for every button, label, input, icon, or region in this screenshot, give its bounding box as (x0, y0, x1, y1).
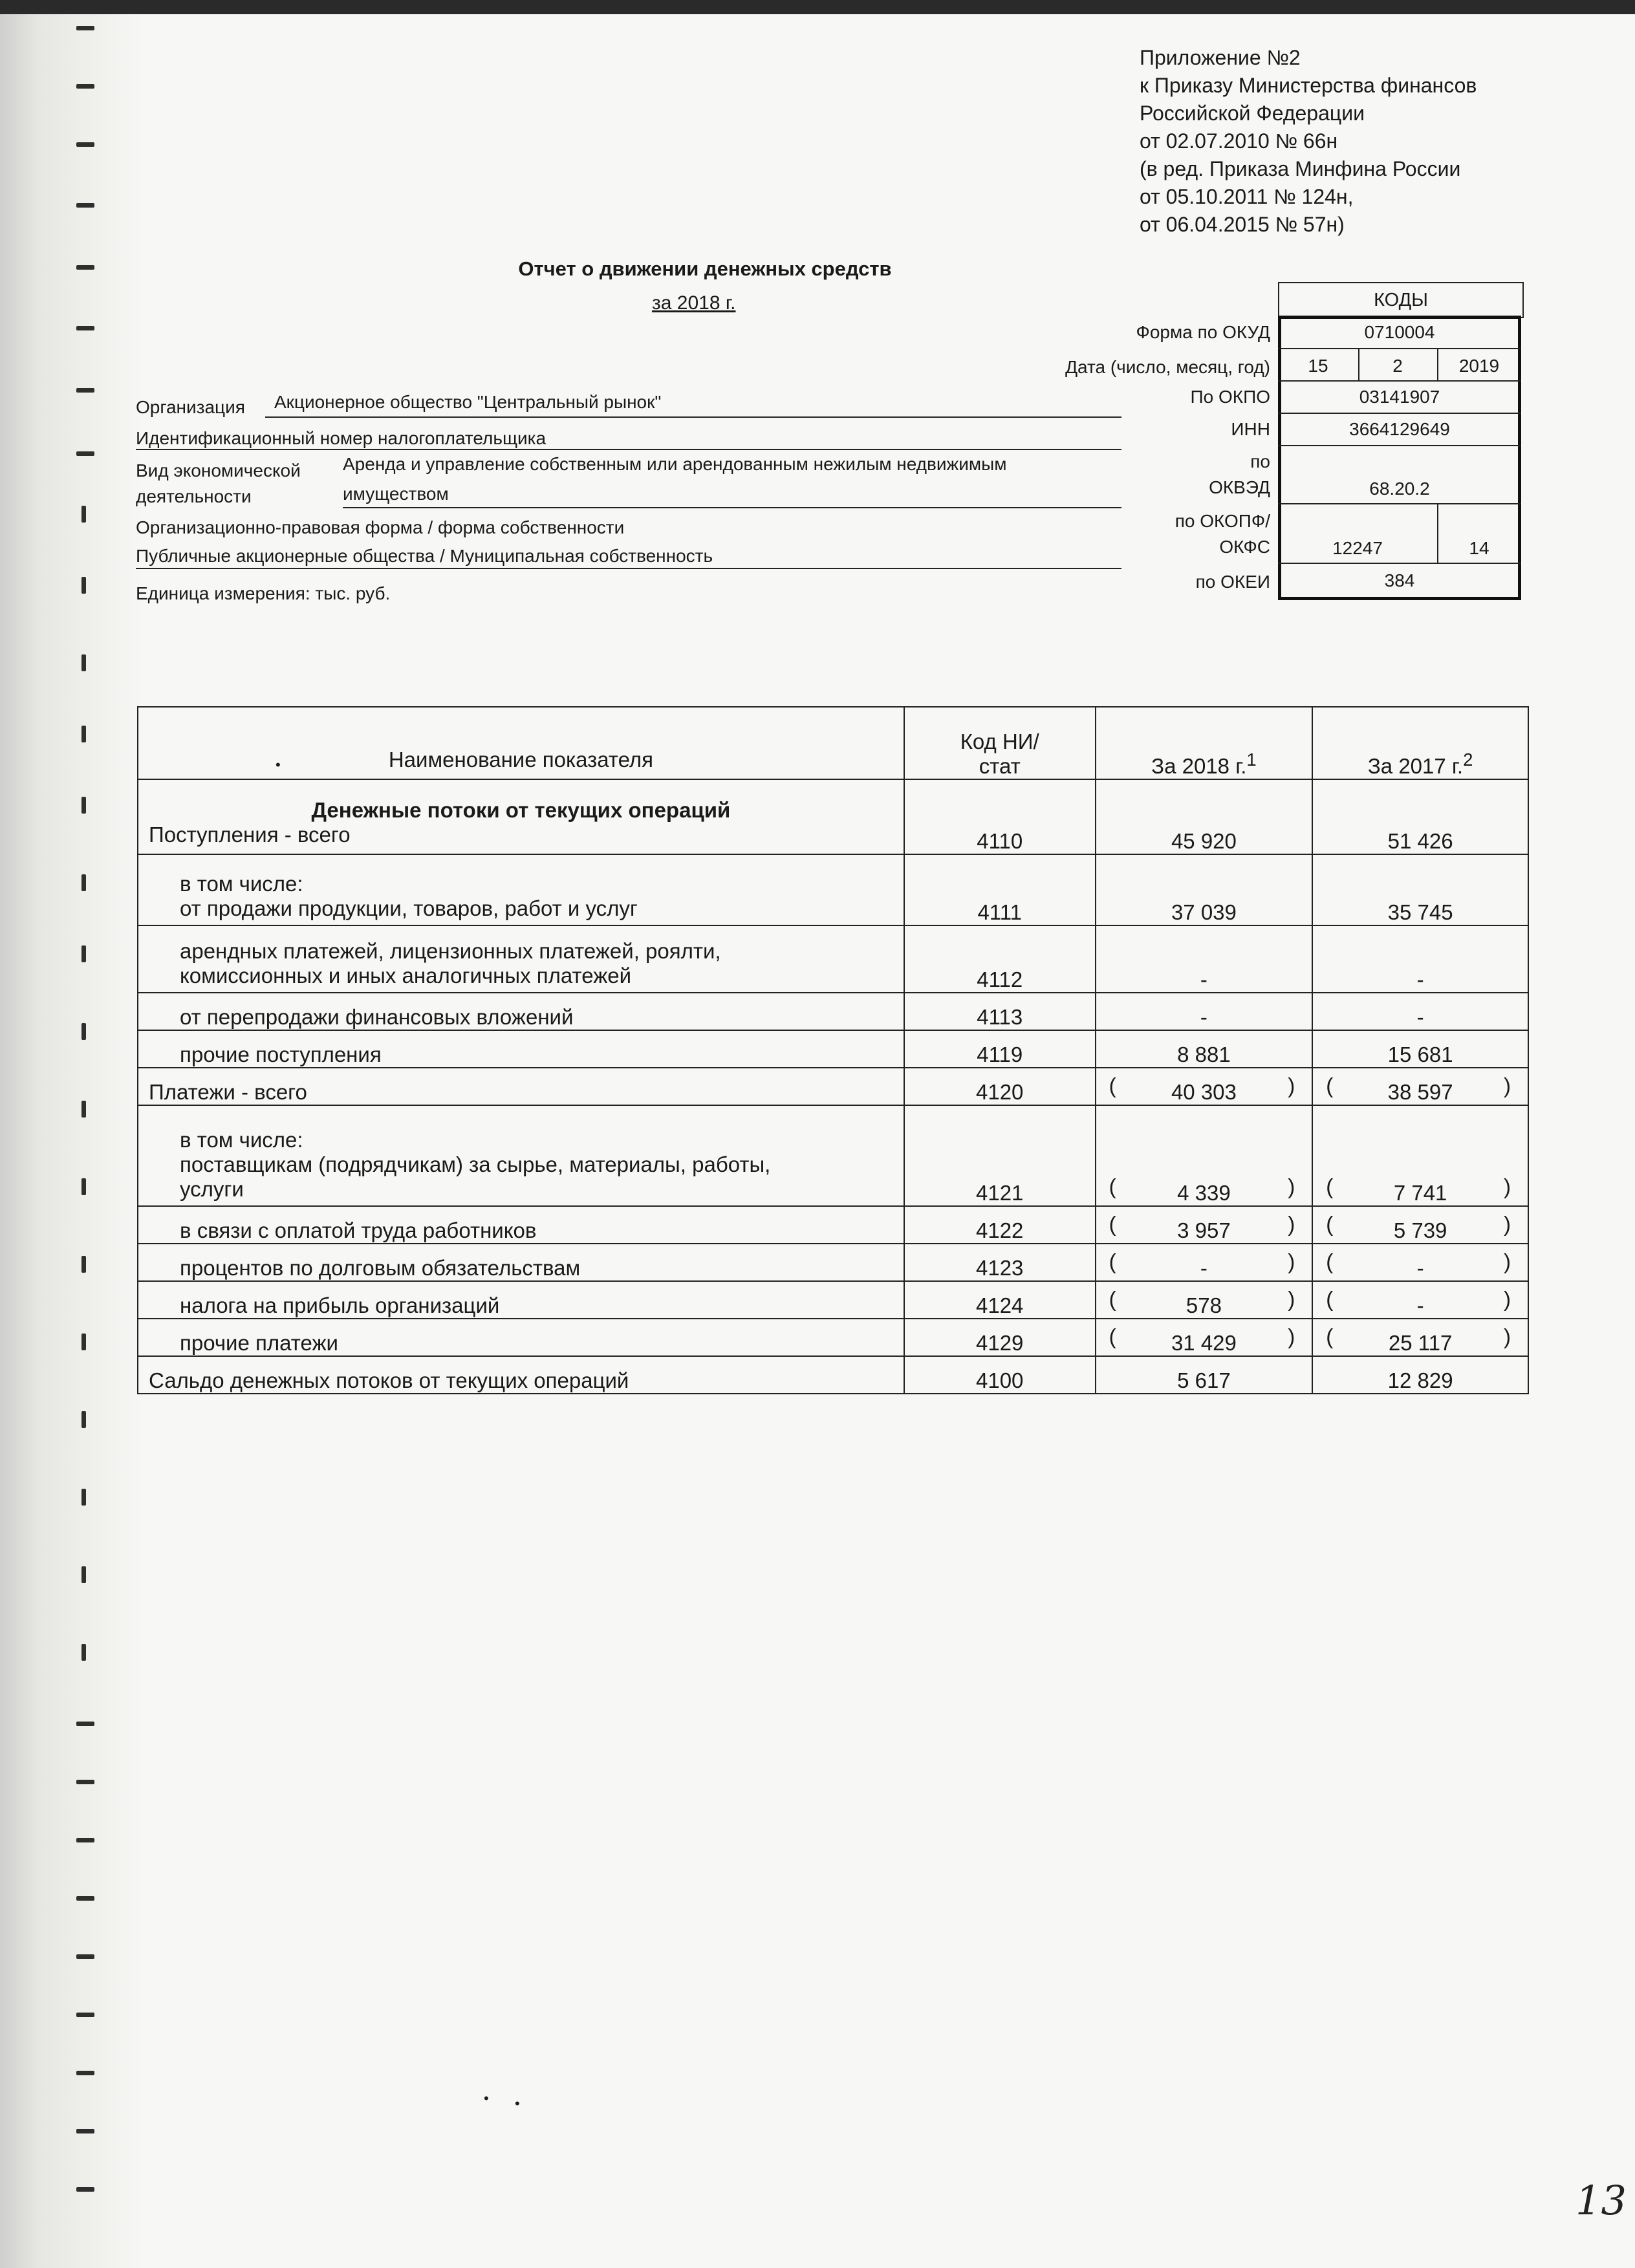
row-code: 4100 (904, 1356, 1096, 1394)
row-label (138, 925, 904, 993)
appendix-line: от 02.07.2010 № 66н (1140, 129, 1338, 153)
binding-hole (81, 1411, 86, 1428)
activity-value: Аренда и управление собственным или арендованным нежилым недвижимым (343, 454, 1007, 474)
value-2017 (1312, 1244, 1528, 1281)
row-code: 4111 (904, 854, 1096, 925)
value-text: 25 117 (1388, 1331, 1453, 1355)
header-2018 (1096, 707, 1313, 779)
table-row (138, 1356, 1528, 1394)
binding-hole (76, 26, 94, 30)
value-2017 (1312, 1206, 1528, 1244)
paren-close: ) (1288, 1249, 1295, 1273)
handwritten-page-number: 13 (1575, 2177, 1627, 2224)
row-code: 4119 (904, 1030, 1096, 1068)
row-code: 4120 (904, 1068, 1096, 1105)
footnote-mark: 2 (1463, 750, 1473, 770)
date-month: 2 (1392, 356, 1403, 376)
paren-open: ( (1109, 1249, 1116, 1273)
row-label: налога на прибыль организаций (138, 1281, 904, 1319)
org-name: Акционерное общество "Центральный рынок" (274, 392, 662, 412)
cash-flow-table (137, 706, 1529, 1394)
activity-label: Вид экономической (136, 460, 301, 481)
appendix-line: от 05.10.2011 № 124н, (1140, 185, 1354, 208)
paren-close: ) (1288, 1074, 1295, 1097)
table-row (138, 925, 1528, 993)
paren-open: ( (1109, 1074, 1116, 1097)
legal-form-value: Публичные акционерные общества / Муниципальная собственность (136, 546, 713, 566)
header-2017-label: За 2017 г. (1367, 754, 1464, 778)
binding-hole (81, 726, 86, 742)
paren-open: ( (1326, 1174, 1334, 1198)
paren-open: ( (1326, 1249, 1334, 1273)
binding-hole (81, 1101, 86, 1118)
binding-hole (76, 142, 94, 147)
row-code: 4124 (904, 1281, 1096, 1319)
row-label-text: арендных платежей, лицензионных платежей, роялти, (180, 939, 721, 963)
inn-underline (136, 449, 1121, 450)
row-label: в связи с оплатой труда работников (138, 1206, 904, 1244)
okud-code: 0710004 (1364, 322, 1435, 342)
value-2018 (1096, 1068, 1313, 1105)
codes-header: КОДЫ (1278, 282, 1524, 318)
value-2018 (1096, 1206, 1313, 1244)
binding-hole (76, 388, 94, 393)
paren-close: ) (1288, 1287, 1295, 1311)
codes-divider (1278, 503, 1521, 504)
activity-underline (343, 507, 1121, 508)
table-header-row (138, 707, 1528, 779)
value-2018: 5 617 (1096, 1356, 1313, 1394)
org-underline (265, 416, 1121, 418)
value-2018: 45 920 (1096, 779, 1313, 854)
okfs-code: 14 (1469, 538, 1489, 558)
row-code: 4121 (904, 1105, 1096, 1206)
table-row (138, 1068, 1528, 1105)
value-text: 40 303 (1171, 1080, 1237, 1104)
scan-top-edge (0, 0, 1635, 14)
appendix-line: Российской Федерации (1140, 102, 1365, 125)
binding-hole (76, 203, 94, 208)
okved-label: по (1250, 451, 1270, 471)
value-text: - (1416, 1293, 1424, 1317)
paren-open: ( (1109, 1212, 1116, 1236)
binding-hole (76, 1780, 94, 1784)
legal-form-underline (136, 568, 1121, 569)
table-row (138, 779, 1528, 854)
inn-label: Идентификационный номер налогоплательщика (136, 428, 547, 448)
table-row (138, 1319, 1528, 1356)
value-2017 (1312, 1281, 1528, 1319)
row-label-text: в том числе: (180, 1128, 303, 1152)
value-2017 (1312, 1105, 1528, 1206)
row-label (138, 854, 904, 925)
report-period: за 2018 г. (652, 292, 736, 314)
report-title: Отчет о движении денежных средств (518, 257, 892, 280)
inn-code-label: ИНН (1231, 419, 1270, 439)
binding-hole (81, 577, 86, 594)
codes-divider (1278, 380, 1521, 382)
binding-hole (76, 1722, 94, 1726)
row-label-text: от продажи продукции, товаров, работ и услуг (180, 896, 638, 920)
binding-strip (0, 14, 142, 2268)
value-2017: 51 426 (1312, 779, 1528, 854)
binding-hole (76, 326, 94, 330)
value-2017 (1312, 1319, 1528, 1356)
value-2018: 8 881 (1096, 1030, 1313, 1068)
binding-hole (76, 265, 94, 270)
value-2017: - (1312, 925, 1528, 993)
paren-close: ) (1504, 1287, 1511, 1311)
paren-close: ) (1504, 1324, 1511, 1348)
table-row (138, 1244, 1528, 1281)
activity-value: имуществом (343, 484, 449, 504)
row-label: прочие поступления (138, 1030, 904, 1068)
binding-hole (81, 654, 86, 671)
appendix-line: от 06.04.2015 № 57н) (1140, 213, 1345, 236)
value-2017: 35 745 (1312, 854, 1528, 925)
row-code: 4122 (904, 1206, 1096, 1244)
binding-hole (81, 1489, 86, 1506)
binding-hole (76, 84, 94, 89)
binding-hole (81, 1644, 86, 1661)
value-2017 (1312, 1068, 1528, 1105)
paren-close: ) (1288, 1324, 1295, 1348)
binding-hole (76, 2129, 94, 2133)
row-label-text: в том числе: (180, 872, 303, 896)
value-text: - (1416, 1256, 1424, 1280)
appendix-line: Приложение №2 (1140, 46, 1301, 69)
paren-open: ( (1326, 1287, 1334, 1311)
row-code: 4129 (904, 1319, 1096, 1356)
row-label-text: Поступления - всего (149, 823, 351, 847)
paren-open: ( (1326, 1212, 1334, 1236)
value-2018 (1096, 1319, 1313, 1356)
paren-close: ) (1288, 1212, 1295, 1236)
binding-hole (81, 874, 86, 891)
codes-divider (1278, 413, 1521, 414)
okud-label: Форма по ОКУД (1136, 322, 1270, 342)
binding-hole (81, 1178, 86, 1195)
paren-close: ) (1504, 1212, 1511, 1236)
row-label-text: услуги (180, 1177, 244, 1201)
okved-code: 68.20.2 (1369, 479, 1430, 499)
paren-open: ( (1326, 1074, 1334, 1097)
table-row (138, 1281, 1528, 1319)
date-label: Дата (число, месяц, год) (1065, 357, 1270, 377)
binding-hole (81, 1256, 86, 1273)
okpo-label: По ОКПО (1190, 387, 1270, 407)
binding-hole (76, 1838, 94, 1842)
value-text: 31 429 (1171, 1331, 1237, 1355)
binding-hole (76, 1954, 94, 1959)
table-row (138, 993, 1528, 1030)
binding-hole (76, 2013, 94, 2017)
table-row (138, 1030, 1528, 1068)
header-name: Наименование показателя (138, 707, 904, 779)
row-label: прочие платежи (138, 1319, 904, 1356)
value-text: 578 (1186, 1293, 1222, 1317)
binding-hole (76, 2071, 94, 2075)
row-label-text: комиссионных и иных аналогичных платежей (180, 964, 632, 988)
value-text: - (1200, 1256, 1207, 1280)
row-code: 4113 (904, 993, 1096, 1030)
appendix-note (1140, 44, 1477, 239)
value-2018: - (1096, 993, 1313, 1030)
row-label (138, 779, 904, 854)
row-code: 4123 (904, 1244, 1096, 1281)
header-code-line: стат (979, 754, 1021, 778)
okpo-code: 03141907 (1359, 387, 1440, 407)
codes-divider (1278, 348, 1521, 349)
row-label: процентов по долговым обязательствам (138, 1244, 904, 1281)
header-2017 (1312, 707, 1528, 779)
value-2018 (1096, 1281, 1313, 1319)
row-code: 4110 (904, 779, 1096, 854)
binding-hole (76, 1896, 94, 1901)
value-text: 7 741 (1393, 1181, 1447, 1205)
row-label: Платежи - всего (138, 1068, 904, 1105)
binding-hole (81, 1334, 86, 1350)
activity-label: деятельности (136, 486, 252, 506)
codes-divider (1278, 445, 1521, 446)
okei-code: 384 (1384, 570, 1415, 590)
binding-hole (81, 797, 86, 814)
value-2018 (1096, 1244, 1313, 1281)
binding-hole (76, 2187, 94, 2192)
scan-speck: • (515, 2095, 520, 2111)
table-row (138, 854, 1528, 925)
scan-speck: • (276, 757, 281, 773)
header-code (904, 707, 1096, 779)
paren-close: ) (1288, 1174, 1295, 1198)
org-label: Организация (136, 397, 245, 417)
paren-open: ( (1109, 1174, 1116, 1198)
binding-hole (81, 506, 86, 523)
binding-hole (81, 1566, 86, 1583)
section-title: Денежные потоки от текущих операций (311, 798, 731, 822)
okopf-label: по ОКОПФ/ (1175, 511, 1270, 531)
value-text: 38 597 (1387, 1080, 1453, 1104)
okopf-code: 12247 (1332, 538, 1383, 558)
value-2018 (1096, 1105, 1313, 1206)
date-day: 15 (1308, 356, 1328, 376)
row-label-text: поставщикам (подрядчикам) за сырье, материалы, работы, (180, 1152, 771, 1176)
paren-open: ( (1109, 1324, 1116, 1348)
binding-hole (81, 1023, 86, 1040)
value-2017: 15 681 (1312, 1030, 1528, 1068)
value-2018: 37 039 (1096, 854, 1313, 925)
paren-close: ) (1504, 1074, 1511, 1097)
legal-form-label: Организационно-правовая форма / форма собственности (136, 517, 625, 537)
paren-open: ( (1326, 1324, 1334, 1348)
row-label: от перепродажи финансовых вложений (138, 993, 904, 1030)
paren-open: ( (1109, 1287, 1116, 1311)
okei-label: по ОКЕИ (1195, 572, 1270, 592)
row-label (138, 1105, 904, 1206)
paren-close: ) (1504, 1174, 1511, 1198)
value-2017: 12 829 (1312, 1356, 1528, 1394)
value-text: 5 739 (1393, 1218, 1447, 1242)
codes-divider (1278, 563, 1521, 564)
row-label: Сальдо денежных потоков от текущих операций (138, 1356, 904, 1394)
binding-hole (81, 945, 86, 962)
row-code: 4112 (904, 925, 1096, 993)
table-row (138, 1105, 1528, 1206)
value-text: 3 957 (1177, 1218, 1231, 1242)
header-code-line: Код НИ/ (960, 729, 1039, 753)
table-row (138, 1206, 1528, 1244)
okved-label: ОКВЭД (1209, 477, 1270, 497)
unit-label: Единица измерения: тыс. руб. (136, 583, 391, 603)
footnote-mark: 1 (1246, 750, 1257, 770)
okopf-label: ОКФС (1219, 537, 1270, 557)
date-year: 2019 (1458, 356, 1500, 376)
value-text: 4 339 (1177, 1181, 1231, 1205)
inn-code: 3664129649 (1349, 419, 1450, 439)
value-2018: - (1096, 925, 1313, 993)
header-2018-label: За 2018 г. (1151, 754, 1247, 778)
paren-close: ) (1504, 1249, 1511, 1273)
appendix-line: к Приказу Министерства финансов (1140, 74, 1477, 97)
value-2017: - (1312, 993, 1528, 1030)
appendix-line: (в ред. Приказа Минфина России (1140, 157, 1461, 180)
binding-hole (76, 451, 94, 456)
scan-speck: • (484, 2090, 489, 2106)
